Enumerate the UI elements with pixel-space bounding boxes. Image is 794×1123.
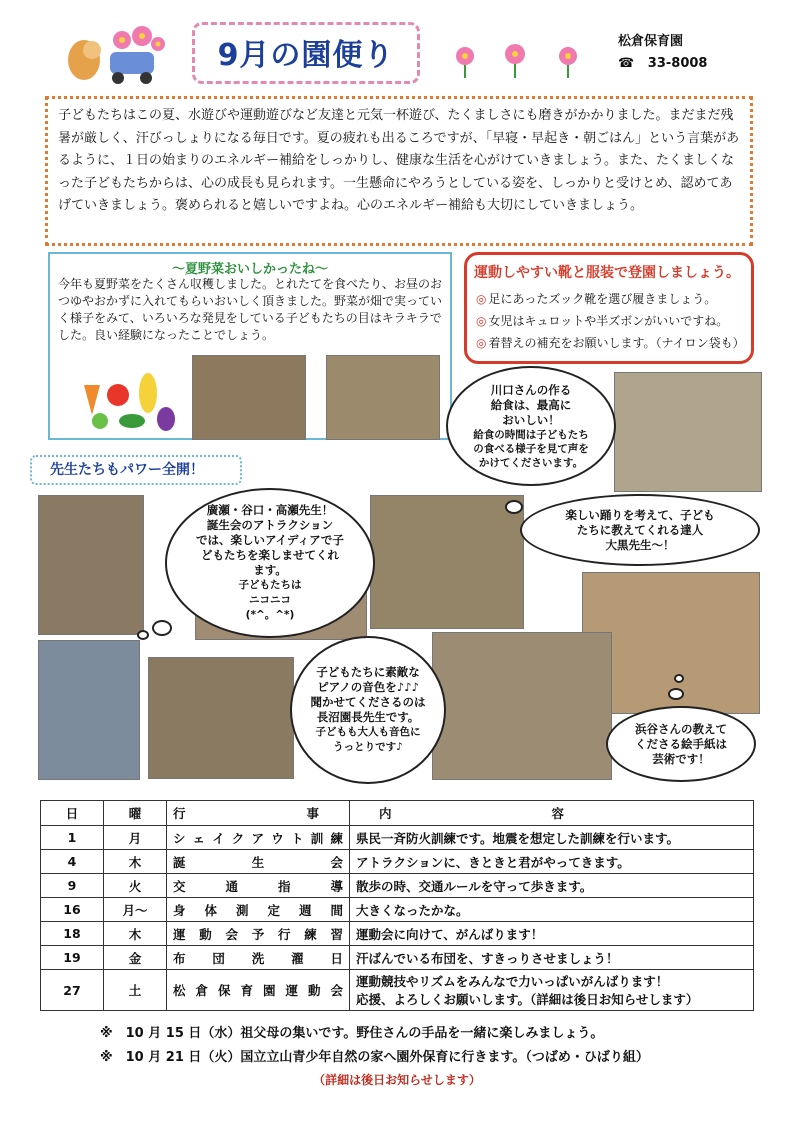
table-row: 19 金 布団洗濯日 汗ばんでいる布団を、すきっりさせましょう！: [41, 946, 754, 970]
photo-sign-board: [38, 640, 140, 780]
table-row: 18 木 運動会予行練習 運動会に向けて、がんばります！: [41, 922, 754, 946]
photo-piano: [432, 632, 612, 780]
note-details-later: （詳細は後日お知らせします）: [313, 1073, 481, 1087]
photo-lunch-kitchen: [614, 372, 762, 492]
header-day: 日: [41, 801, 104, 826]
phone-line: [618, 56, 707, 71]
shoes-item: ◎ 女児はキュロットや半ズボンがいいですね。: [476, 310, 745, 332]
shoes-item: ◎ 着替えの補充をお願いします。（ナイロン袋も）: [476, 332, 745, 354]
header-event: 行事: [167, 801, 350, 826]
header-content: 内容: [350, 801, 754, 826]
bubble-lunch: 川口さんの作る 給食は、最高に おいしい！ 給食の時間は子どもたち の食べる様子を見て声を かけてくださいます。: [446, 366, 616, 486]
photo-attraction: [148, 657, 294, 779]
page-title: 9月の園便り: [217, 38, 395, 73]
intro-text: 子どもたちはこの夏、水遊びや運動遊びなど友達と元気一杯遊び、たくましさにも磨きがかかりました。まだまだ残暑が厳しく、汗びっしょりになる毎日です。夏の疲れも出るころですが、「早寝・早起き・朝ごはん」という言葉があるように、１日の始まりのエネルギー補給をしっかりし、健康な生活を心がけていきましょう。また、たくましくなった子どもたちからは、心の成長も見られます。一生懸命にやろうとしている姿を、しっかりと受けとめ、認めてあげていきましょう。褒められると嬉しいですよね。心のエネルギー補給も大切にしていきましょう。: [45, 96, 753, 246]
bubble-piano: 子どもたちに素敵な ピアノの音色を♪♪♪ 聞かせてくださるのは 長沼園長先生です。 子どもも大人も音色に うっとりです♪: [290, 636, 446, 784]
bubble-tail: [505, 500, 523, 514]
schedule-table: [40, 800, 754, 1011]
bubble-letters: 浜谷さんの教えて くださる絵手紙は 芸術です！: [606, 706, 756, 782]
header-illustration: [62, 18, 172, 88]
table-row: 9 火 交通指導 散歩の時、交通ルールを守って歩きます。: [41, 874, 754, 898]
shoes-item: ◎ 足にあったズック靴を選び履きましょう。: [476, 288, 745, 310]
notes: [100, 1022, 649, 1070]
note-line: ※ 10 月 15 日（水）祖父母の集いです。野住さんの手品を一緒に楽しみましょう。: [100, 1026, 604, 1041]
phone-number: 33-8008: [647, 56, 708, 71]
table-header-row: [41, 801, 754, 826]
photo-veg-children: [326, 355, 440, 440]
shoes-title: 運動しやすい靴と服装で登園しましょう。: [474, 265, 740, 281]
school-name: 松倉保育園: [618, 34, 684, 49]
photo-veg-child: [192, 355, 306, 440]
table-row: 16 月～ 身体測定週間 大きくなったかな。: [41, 898, 754, 922]
table-row: 1 月 シェイクアウト訓練 県民一斉防火訓練です。地震を想定した訓練を行います。: [41, 826, 754, 850]
photo-teacher-apron: [38, 495, 144, 635]
teachers-title: 先生たちもパワー全開！: [30, 455, 242, 485]
bubble-tail: [674, 674, 684, 683]
bubble-tail: [152, 620, 172, 636]
phone-icon: ☎: [618, 56, 635, 71]
bubble-dance: 楽しい踊りを考えて、子ども たちに教えてくれる達人 大黒先生～！: [520, 494, 760, 566]
photo-dance-teacher: [370, 495, 524, 629]
vegetables-title: ～夏野菜おいしかったね～: [171, 262, 328, 277]
table-row: 27 土 松倉保育園運動会 運動競技やリズムをみんなで力いっぱいがんばります！ 応援、よろしくお願いします。（詳細は後日お知らせします）: [41, 970, 754, 1011]
flower-decoration: [450, 40, 590, 80]
bubble-tail: [137, 630, 149, 640]
note-line: ※ 10 月 21 日（火）国立立山青少年自然の家へ園外保育に行きます。（つばめ・ひばり組）: [100, 1050, 649, 1065]
shoes-list: [476, 288, 745, 354]
vegetable-illustration: [70, 365, 180, 435]
vegetables-text: 今年も夏野菜をたくさん収穫しました。とれたてを食べたり、お昼のおつゆやおかずに入れてもらいおいしく頂きました。野菜が畑で実っていく様子をみて、いろいろな発見をしている子どもたちの目はキラキラでした。良い経験になったことでしょう。: [58, 277, 443, 342]
bubble-tail: [668, 688, 684, 700]
bubble-attraction: 廣瀬・谷口・高瀬先生！ 誕生会のアトラクション では、楽しいアイディアで子 どもたちを楽しませてくれ ます。 子どもたちは ニコニコ (*^。^*): [165, 488, 375, 638]
table-row: 4 木 誕生会 アトラクションに、きときと君がやってきます。: [41, 850, 754, 874]
header-weekday: 曜: [104, 801, 167, 826]
